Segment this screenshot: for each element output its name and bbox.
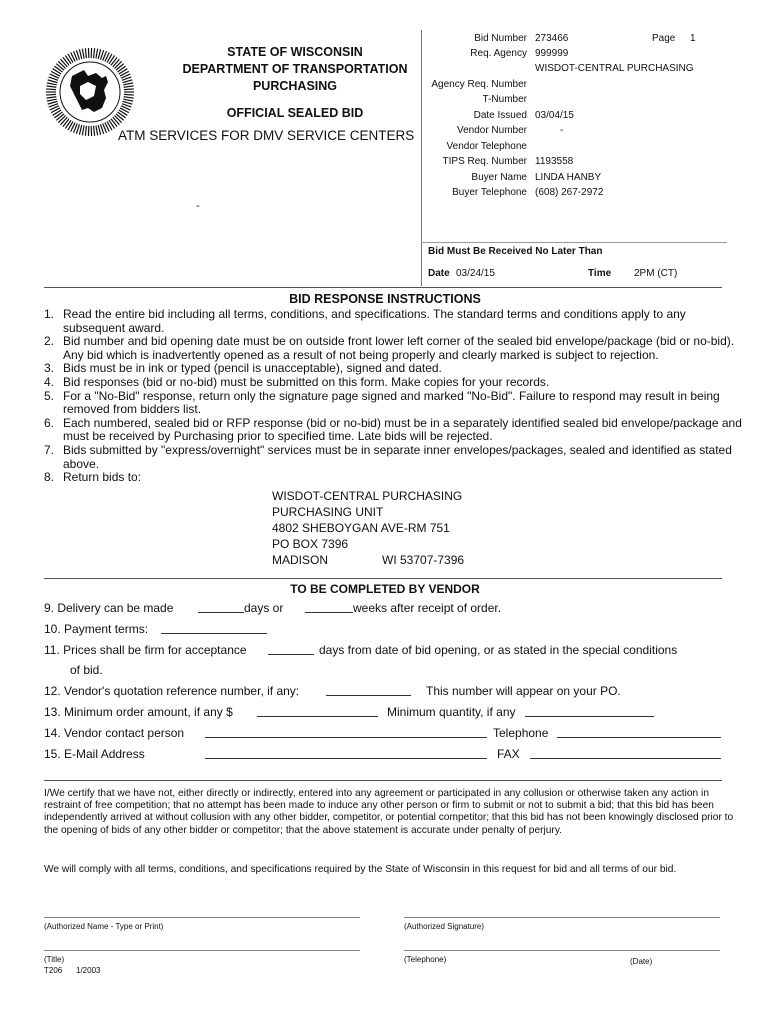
doc-type-title: OFFICIAL SEALED BID xyxy=(226,106,364,120)
buyer-telephone-label: Buyer Telephone xyxy=(452,187,527,198)
address-city: MADISON xyxy=(272,553,329,567)
deadline-label: Bid Must Be Received No Later Than xyxy=(428,246,603,257)
q9-weeks-label: weeks after receipt of order. xyxy=(353,601,502,615)
email-field[interactable] xyxy=(205,758,487,759)
instruction-text: Bid number and bid opening date must be on outside front lower left corner of the sealed bid envelope/package (bid or no-bid). Any bid which is inadvertently opened as a result of not being properly and clearly marked is subject to rejection. xyxy=(63,334,735,362)
instruction-number: 5. xyxy=(44,388,55,403)
tips-value: 1193558 xyxy=(535,156,574,167)
t-number-label: T-Number xyxy=(482,94,527,105)
instructions-list xyxy=(44,308,744,485)
quotation-reference-field[interactable] xyxy=(326,695,411,696)
q13-label: 13. Minimum order amount, if any $ xyxy=(44,705,233,719)
telephone-label: (Telephone) xyxy=(404,955,447,964)
buyer-telephone-value: (608) 267-2972 xyxy=(535,187,604,198)
minimum-quantity-field[interactable] xyxy=(525,716,654,717)
header-dash: - xyxy=(196,200,200,212)
instructions-title: BID RESPONSE INSTRUCTIONS xyxy=(289,292,481,306)
q11-continued: days from date of bid opening, or as stated in the special conditions xyxy=(319,643,678,657)
instruction-item xyxy=(44,390,744,417)
instruction-item xyxy=(44,362,744,376)
authorized-signature-field[interactable] xyxy=(404,917,720,918)
vendor-top-rule xyxy=(44,578,722,579)
form-date: 1/2003 xyxy=(76,966,101,975)
address-line: 4802 SHEBOYGAN AVE-RM 751 xyxy=(272,521,450,535)
bid-number-value: 273466 xyxy=(535,33,569,44)
instruction-text: Each numbered, sealed bid or RFP response (bid or no-bid) must be in a separately identified sealed bid envelope/package and must be received by Purchasing prior to specified time. Late bids will be rejected. xyxy=(63,415,742,444)
date-issued-label: Date Issued xyxy=(473,110,527,121)
form-number: T206 xyxy=(44,966,63,975)
contact-telephone-field[interactable] xyxy=(557,737,721,738)
vendor-number-value: - xyxy=(560,125,564,136)
q14-label: 14. Vendor contact person xyxy=(44,726,185,740)
instruction-item xyxy=(44,308,744,335)
contact-person-field[interactable] xyxy=(205,737,487,738)
delivery-weeks-field[interactable] xyxy=(305,612,353,613)
instruction-number: 4. xyxy=(44,374,55,389)
address-city-line xyxy=(272,552,464,568)
payment-terms-field[interactable] xyxy=(161,633,267,634)
instruction-item xyxy=(44,335,744,362)
agency-name-value: WISDOT-CENTRAL PURCHASING xyxy=(535,63,694,74)
return-address xyxy=(272,488,464,568)
q10-label: 10. Payment terms: xyxy=(44,622,149,636)
q14-telephone-label: Telephone xyxy=(493,726,549,740)
instruction-text: Bids submitted by "express/overnight" services must be in separate inner envelopes/packages, sealed and identified as stated above. xyxy=(63,442,732,471)
certification-top-rule xyxy=(44,780,722,781)
certification-text: I/We certify that we have not, either directly or indirectly, entered into any agreement or participated in any collusion or otherwise taken any action in restraint of free competition; that no attempt has been made to induce any other person or firm to submit or not to submit a bid; that this bid has been independently arrived at without collusion with any other bidder, competitor, or potential competitor; that this bid has not been knowingly disclosed prior to the opening of bids of any other bidder or competitor; that the above statement is accurate under penalty of perjury. xyxy=(44,788,734,836)
instruction-number: 1. xyxy=(44,307,55,321)
department-title: DEPARTMENT OF TRANSPORTATION xyxy=(182,62,408,76)
q11-end: of bid. xyxy=(70,663,103,677)
telephone-date-field[interactable] xyxy=(404,950,720,951)
bid-title: ATM SERVICES FOR DMV SERVICE CENTERS xyxy=(118,128,415,143)
vendor-section-title: TO BE COMPLETED BY VENDOR xyxy=(290,582,480,596)
date-label: Date xyxy=(428,268,450,279)
wisconsin-seal-logo xyxy=(44,46,136,138)
agency-req-number-label: Agency Req. Number xyxy=(431,79,527,90)
fax-field[interactable] xyxy=(530,758,721,759)
instruction-text: Bid responses (bid or no-bid) must be submitted on this form. Make copies for your records. xyxy=(63,374,550,389)
deadline-rule xyxy=(421,242,727,243)
compliance-text: We will comply with all terms, conditions, and specifications required by the State of Wisconsin in this request for bid and all terms of our bid. xyxy=(44,864,677,875)
instruction-number: 7. xyxy=(44,442,55,457)
time-label: Time xyxy=(588,268,612,279)
title-label: (Title) xyxy=(44,955,65,964)
minimum-order-field[interactable] xyxy=(257,716,378,717)
tips-label: TIPS Req. Number xyxy=(442,156,527,167)
q15-fax-label: FAX xyxy=(497,747,520,761)
instruction-number: 2. xyxy=(44,334,55,349)
authorized-name-field[interactable] xyxy=(44,917,360,918)
req-agency-label: Req. Agency xyxy=(470,48,527,59)
unit-title: PURCHASING xyxy=(252,79,338,93)
address-line: WISDOT-CENTRAL PURCHASING xyxy=(272,489,463,503)
instruction-number: 3. xyxy=(44,361,55,376)
buyer-name-label: Buyer Name xyxy=(471,172,527,183)
instruction-text: Bids must be in ink or typed (pencil is unacceptable), signed and dated. xyxy=(63,361,442,376)
q9-label: 9. Delivery can be made xyxy=(44,601,174,615)
instruction-item xyxy=(44,444,744,471)
deadline-date-value: 03/24/15 xyxy=(456,268,495,279)
q9-days-label: days or xyxy=(244,601,284,615)
delivery-days-field[interactable] xyxy=(198,612,244,613)
q15-label: 15. E-Mail Address xyxy=(44,747,145,761)
page-value: 1 xyxy=(690,33,696,44)
page-label: Page xyxy=(652,33,676,44)
q12-label: 12. Vendor's quotation reference number, if any: xyxy=(44,684,300,698)
instruction-text: For a "No-Bid" response, return only the signature page signed and marked "No-Bid". Failure to respond may result in being removed from bidders list. xyxy=(63,388,720,417)
vendor-number-label: Vendor Number xyxy=(456,125,527,136)
instruction-number: 8. xyxy=(44,470,55,485)
instruction-item xyxy=(44,417,744,444)
instructions-top-rule xyxy=(44,287,722,288)
vendor-telephone-label: Vendor Telephone xyxy=(446,141,527,152)
q11-label: 11. Prices shall be firm for acceptance xyxy=(44,643,247,657)
address-state-zip: WI 53707-7396 xyxy=(382,553,465,567)
authorized-signature-label: (Authorized Signature) xyxy=(404,922,485,931)
instruction-item xyxy=(44,376,744,390)
instruction-text: Return bids to: xyxy=(63,470,142,485)
date-label-signature: (Date) xyxy=(630,957,653,966)
state-title: STATE OF WISCONSIN xyxy=(227,45,363,59)
instruction-text: Read the entire bid including all terms, conditions, and specifications. The standard terms and conditions apply to any subsequent award. xyxy=(63,307,686,335)
q13-quantity-label: Minimum quantity, if any xyxy=(387,705,516,719)
buyer-name-value: LINDA HANBY xyxy=(535,172,602,183)
address-line: PURCHASING UNIT xyxy=(272,505,384,519)
date-issued-value: 03/04/15 xyxy=(535,110,574,121)
title-field[interactable] xyxy=(44,950,360,951)
address-line: PO BOX 7396 xyxy=(272,537,349,551)
req-agency-value: 999999 xyxy=(535,48,569,59)
price-firm-days-field[interactable] xyxy=(268,654,314,655)
instruction-item xyxy=(44,471,744,485)
deadline-time-value: 2PM (CT) xyxy=(634,268,678,279)
q12-note: This number will appear on your PO. xyxy=(426,684,621,698)
authorized-name-label: (Authorized Name - Type or Print) xyxy=(44,922,164,931)
bid-number-label: Bid Number xyxy=(474,33,527,44)
instruction-number: 6. xyxy=(44,415,55,430)
